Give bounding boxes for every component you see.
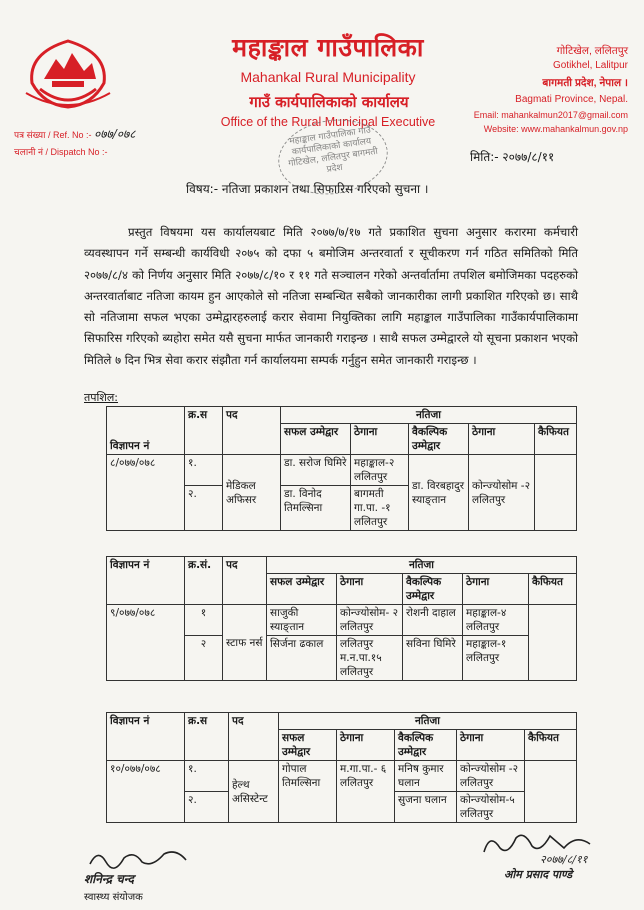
header-result: नतिजा [281,407,577,424]
successful-candidate: डा. विनोद तिमल्सिना [281,486,351,531]
office-name-english: Office of the Rural Municipal Executive [220,115,436,129]
header-successful: सफल उम्मेद्वार [281,424,351,455]
header-post: पद [229,713,279,761]
ref-label: पत्र संख्या / Ref. No :- [14,130,92,140]
province-nepali: बागमती प्रदेश, नेपाल । [542,77,628,89]
office-name-nepali: गाउँ कार्यपालिकाको कार्यालय [249,93,409,111]
alternate-address: कोन्ज्योसोम -२ ललितपुर [457,761,525,792]
successful-candidate: डा. सरोज घिमिरे [281,455,351,486]
alternate-candidate: सविना घिमिरे [403,636,463,681]
alternate-address: कोन्ज्योसोम-५ ललितपुर [457,792,525,823]
header-post: पद [223,407,281,455]
org-name-nepali: महाङ्काल गाउँपालिका [232,33,424,62]
province-english: Bagmati Province, Nepal. [515,94,628,105]
candidate-address: बागमती गा.पा. -१ ललितपुर [351,486,409,531]
candidate-address: म.गा.पा.- ६ ललितपुर [337,761,395,823]
location-nepali: गोटिखेल, ललितपुर [556,45,628,57]
header-address-2: ठेगाना [457,730,525,761]
row-sn: १ [185,605,223,636]
signatory-name-right: ओम प्रसाद पाण्डे [504,868,573,881]
remark-cell [529,605,577,681]
header-address-2: ठेगाना [463,574,529,605]
alternate-address: महाङ्काल-१ ललितपुर [463,636,529,681]
org-name-english: Mahankal Rural Municipality [240,69,416,85]
header-address-2: ठेगाना [469,424,535,455]
ref-number-line [14,125,136,142]
website: Website: www.mahankalmun.gov.np [483,124,628,134]
signatory-title-left: स्वास्थ्य संयोजक [84,892,143,903]
post-name: हेल्थ असिस्टेन्ट [229,761,279,823]
ad-number: ९/०७७/०७८ [107,605,185,681]
header-result: नतिजा [279,713,577,730]
ref-value: ०७७/०७८ [94,127,136,141]
row-sn: २. [185,792,229,823]
result-table-1 [106,406,577,531]
dispatch-label: चलानी नं / Dispatch No :- [14,147,108,157]
post-name: स्टाफ नर्स [223,605,267,681]
successful-candidate: गोपाल तिमल्सिना [279,761,337,823]
ad-number: ८/०७७/०७८ [107,455,185,531]
header-sn: क्र.स [185,407,223,455]
header-successful: सफल उम्मेद्वार [267,574,337,605]
result-table-3 [106,712,577,823]
header-ad-no: विज्ञापन नं [107,713,185,761]
header-alternate: वैकल्पिक उम्मेद्वार [403,574,463,605]
header-sn: क्र.स [185,713,229,761]
header-successful: सफल उम्मेद्वार [279,730,337,761]
alternate-address: कोन्ज्योसोम -२ ललितपुर [469,455,535,531]
row-sn: २. [185,486,223,531]
header-sn: क्र.सं. [185,557,223,605]
header-remark: कैफियत [529,574,577,605]
location-english: Gotikhel, Lalitpur [552,60,628,71]
signature-block-left [84,846,214,903]
document-date: मिति:- २०७७/८/११ [470,150,555,164]
remark-cell [525,761,577,823]
alternate-candidate: मनिष कुमार घलान [395,761,457,792]
alternate-address: महाङ्काल-४ ललितपुर [463,605,529,636]
result-table-2 [106,556,577,681]
ad-number: १०/०७७/०७८ [107,761,185,823]
row-sn: १. [185,761,229,792]
header-address: ठेगाना [351,424,409,455]
header-alternate: वैकल्पिक उम्मेद्वार [395,730,457,761]
header-remark: कैफियत [535,424,577,455]
remark-cell [535,455,577,531]
signatory-name-left: शनिन्द्र चन्द [84,872,134,886]
row-sn: २ [185,636,223,681]
municipality-logo [22,33,114,117]
handwritten-signature-left [84,846,204,872]
header-address: ठेगाना [337,574,403,605]
header-ad-no: विज्ञापन नं [107,557,185,605]
post-name: मेडिकल अफिसर [223,455,281,531]
header-ad-no: विज्ञापन नं [107,407,185,455]
alternate-candidate: रोशनी दाहाल [403,605,463,636]
details-heading: तपशिल: [84,391,119,404]
stamp-text: महाङ्काल गाउँपालिका गाउँ कार्यपालिकाको कार्यालय गोटिखेल, ललितपुर बागमती प्रदेश [287,125,379,175]
subject-line: विषय:- नतिजा प्रकाशन तथा सिफारिस गरिएको सुचना । [186,182,429,196]
email: Email: mahankalmun2017@gmail.com [473,110,628,120]
header-alternate: वैकल्पिक उम्मेद्वार [409,424,469,455]
candidate-address: महाङ्काल-२ ललितपुर [351,455,409,486]
notice-body [84,222,578,371]
header-result: नतिजा [267,557,577,574]
row-sn: १. [185,455,223,486]
header-address: ठेगाना [337,730,395,761]
successful-candidate: साजुकी स्याङ्तान [267,605,337,636]
candidate-address: कोन्ज्योसोम- २ ललितपुर [337,605,403,636]
header-remark: कैफियत [525,730,577,761]
body-paragraph: प्रस्तुत विषयमा यस कार्यालयबाट मिति २०७७/७/१७ गते प्रकाशित सुचना अनुसार करारमा कर्मचारी व्यवस्थापन गर्ने सम्बन्धी कार्यविधी २०७५ को दफा ५ बमोजिम अन्तरवार्ता र सूचीकरण गर्न गठित समितिको मिति २०७७/८/४ को निर्णय अनुसार मिति २०७७/८/१० र ११ गते सञ्चालन गरेको अन्तर्वार्तामा तपशिल बमोजिमका पदहरुको अन्तरवार्ताबाट नतिजा कायम हुन आएकोले सो नतिजा सम्बन्धित सबैको जानकारीका लागी प्रकाशित गरिएको छ। साथै सो नतिजामा सफल भएका उम्मेद्वारहरुलाई करार सेवामा नियुक्तिका लागि महाङ्काल गाउँपालिका गाउँकार्यपालिकामा सिफारिस गरिएको ब्यहोरा समेत यसै सुचना मार्फत जानकारी गराइन्छ । साथै सफल उम्मेद्वारले यो सूचना प्रकाशन भएको मितिले ७ दिन भित्र सेवा करार संझौता गर्न कार्यालयमा सम्पर्क गर्नुहुन समेत जानकारी गराइन्छ । [84,225,578,367]
alternate-candidate: सुजना घलान [395,792,457,823]
header-post: पद [223,557,267,605]
alternate-candidate: डा. विरबहादुर स्याङ्तान [409,455,469,531]
candidate-address: ललितपुर म.न.पा.१५ ललितपुर [337,636,403,681]
successful-candidate: सिर्जना ढकाल [267,636,337,681]
signature-date-right: २०७७/८/११ [540,853,588,866]
signature-block-right [480,828,640,882]
